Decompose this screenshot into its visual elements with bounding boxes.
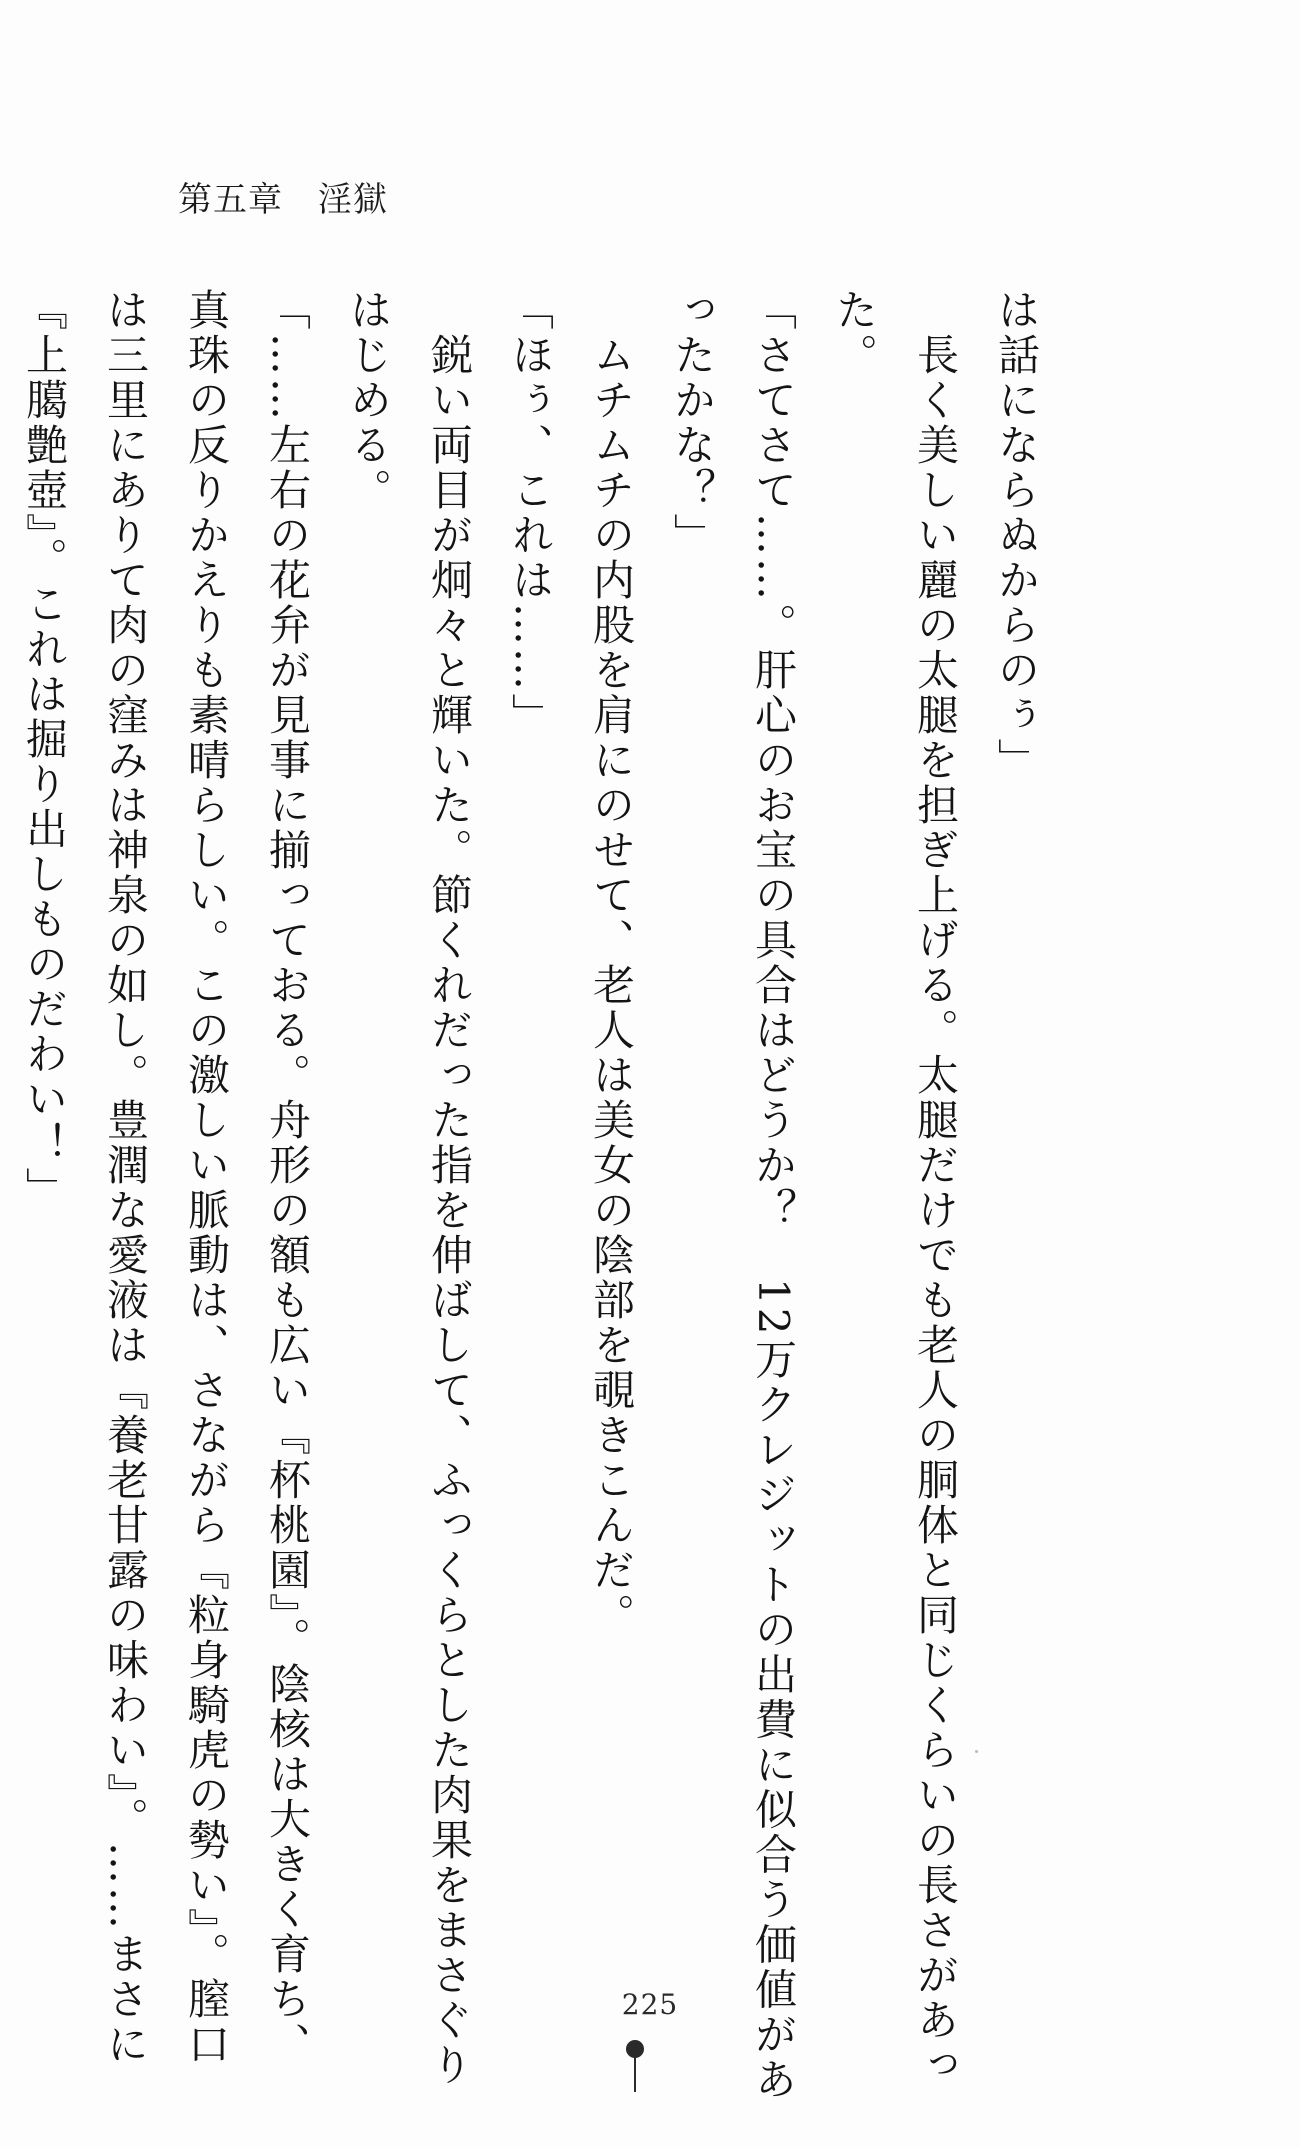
scan-speck	[975, 1750, 978, 1753]
text-line: ったかな？」	[668, 288, 717, 558]
page-number: 225	[621, 1988, 679, 2021]
chapter-header: 第五章 淫獄	[178, 180, 388, 220]
text-line: はじめる。	[344, 288, 393, 513]
text-line: ムチムチの内股を肩にのせて、老人は美女の陰部を覗きこんだ。	[587, 288, 636, 1638]
text-line: 「ほぅ、これは……」	[506, 288, 555, 738]
text-line: 「……左右の花弁が見事に揃っておる。舟形の額も広い『杯桃園』。陰核は大きく育ち、	[263, 288, 312, 2067]
text-line: た。	[830, 288, 879, 378]
text-line: 鋭い両目が炯々と輝いた。節くれだった指を伸ばして、ふっくらとした肉果をまさぐり	[425, 288, 474, 2088]
text-line: 長く美しい麗の太腿を担ぎ上げる。太腿だけでも老人の胴体と同じくらいの長さがあっ	[911, 288, 960, 2088]
text-line: 真珠の反りかえりも素晴らしい。この激しい脈動は、さながら『粒身騎虎の勢い』。膣口	[182, 288, 231, 2067]
text-line	[0, 288, 4, 1828]
text-line: 『上臈艶壺』。これは掘り出しものだわい！」	[20, 288, 69, 1212]
text-line: は三里にありて肉の窪みは神泉の如し。豊潤な愛液は『養老甘露の味わい』。……まさに	[101, 288, 150, 2067]
page-marker-line	[634, 2056, 636, 2092]
text-line: 「さてさて……。肝心のお宝の具合はどうか？ 12万クレジットの出費に似合う価値があ	[749, 288, 798, 2103]
text-line: は話にならぬからのぅ」	[992, 288, 1041, 783]
